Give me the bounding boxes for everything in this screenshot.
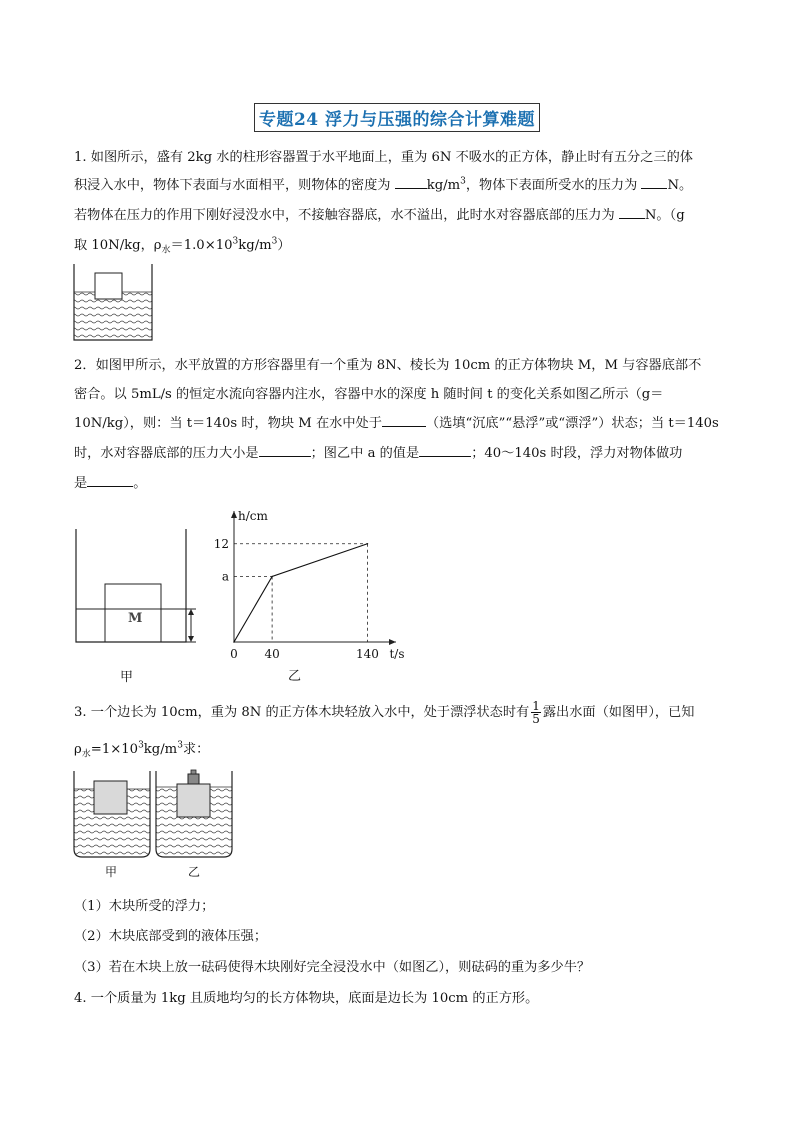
superscript: 3 (232, 236, 239, 247)
q1-text: kg/m (238, 238, 272, 253)
q2-line4 (74, 442, 682, 461)
q2-text: ；40～140s 时段，浮力对物体做功 (471, 446, 683, 461)
q2-text: 是 (74, 476, 88, 491)
q1-line3 (74, 204, 685, 223)
superscript: 3 (177, 740, 183, 751)
q2-line2: 密合。以 5mL/s 的恒定水流向容器内注水，容器中水的深度 h 随时间 t 的变化关系如图乙所示（g＝ (74, 387, 664, 402)
q2-text: 时，水对容器底部的压力大小是 (74, 446, 259, 461)
q1-text: 若物体在压力的作用下刚好浸没水中，不接触容器底，水不溢出，此时水对容器底部的压力为 (74, 208, 615, 223)
fraction-numerator: 1 (532, 699, 540, 713)
q1-line2 (74, 174, 692, 193)
q1-text: N。（g (644, 208, 685, 223)
q1-text: N。 (667, 178, 693, 193)
q2-depth-time-chart (210, 505, 410, 690)
q3-weighted-block-figure (152, 765, 236, 880)
q1-text: 取 10N/kg，ρ (74, 238, 162, 253)
q3-floating-block-figure (70, 765, 154, 880)
q1-text: 积浸入水中，物体下表面与水面相平，则物体的密度为 (74, 178, 391, 193)
answer-blank[interactable] (641, 176, 667, 189)
x-tick-label: 40 (264, 647, 280, 661)
q2-line1: 2．如图甲所示，水平放置的方形容器里有一个重为 8N、棱长为 10cm 的正方体物块 M，M 与容器底部不 (74, 358, 702, 373)
q3-text: =1×10 (90, 742, 139, 757)
y-axis-arrow (231, 511, 237, 518)
answer-blank[interactable] (395, 176, 427, 189)
q3-text: ρ (74, 742, 82, 757)
answer-blank[interactable] (382, 414, 426, 427)
q2-text: （选填“沉底”“悬浮”或“漂浮”）状态；当 t＝140s (425, 416, 719, 431)
q2-text: 10N/kg），则：当 t＝140s 时，物块 M 在水中处于 (74, 416, 382, 431)
x-tick-label: 140 (355, 647, 379, 661)
y-tick-label: 12 (213, 536, 229, 551)
q2-line5 (74, 472, 146, 491)
q4-line1: 4. 一个质量为 1kg 且质地均匀的长方体物块，底面是边长为 10cm 的正方形。 (74, 991, 539, 1006)
q3-sub1: （1）木块所受的浮力； (74, 899, 215, 914)
q3-text: 3. 一个边长为 10cm，重为 8N 的正方体木块轻放入水中，处于漂浮状态时有 (74, 705, 530, 720)
subscript: 水 (81, 749, 91, 760)
y-axis-label: h/cm (238, 509, 268, 523)
answer-blank[interactable] (259, 444, 311, 457)
q3-text: 露出水面（如图甲），已知 (542, 705, 695, 720)
q3-line2 (74, 738, 209, 760)
fraction-one-fifth (531, 700, 541, 725)
q2-text: 。 (133, 476, 147, 491)
fraction-denominator: 5 (532, 712, 540, 726)
answer-blank[interactable] (87, 474, 133, 487)
weight-icon (188, 774, 199, 784)
answer-blank[interactable] (419, 444, 471, 457)
document-title-wrap (0, 103, 794, 132)
block-m-label: M (128, 611, 143, 626)
answer-blank[interactable] (619, 206, 645, 219)
subscript: 水 (161, 245, 171, 256)
x-axis-arrow (389, 639, 396, 645)
unit: kg/m (426, 178, 461, 193)
q3-line1 (74, 700, 695, 725)
q1-line4 (74, 234, 291, 256)
x-axis-label: t/s (389, 647, 405, 661)
q1-text: ＝1.0×10 (170, 238, 233, 253)
q1-container-figure (72, 262, 154, 344)
data-point (233, 641, 235, 643)
superscript: 3 (138, 740, 144, 751)
series-line (234, 544, 367, 642)
superscript: 3 (460, 176, 466, 187)
figure-label-jia: 甲 (105, 865, 118, 879)
q1-text: ，物体下表面所受水的压力为 (465, 178, 638, 193)
document-title: 专题24 浮力与压强的综合计算难题 (254, 103, 540, 132)
data-point (271, 576, 273, 578)
q3-text: 求： (182, 742, 210, 757)
data-point (367, 543, 369, 545)
q3-sub2: （2）木块底部受到的液体压强； (74, 929, 268, 944)
y-tick-label: a (221, 569, 229, 584)
q1-line1: 1. 如图所示，盛有 2kg 水的柱形容器置于水平地面上，重为 6N 不吸水的正方体，静止时有五分之三的体 (74, 150, 693, 165)
q2-line3 (74, 412, 719, 431)
figure-label-yi: 乙 (188, 865, 201, 879)
q2-container-figure (70, 525, 210, 690)
figure-label-jia: 甲 (120, 670, 134, 685)
superscript: 3 (271, 236, 278, 247)
q3-sub3: （3）若在木块上放一砝码使得木块刚好完全浸没水中（如图乙），则砝码的重为多少牛？ (74, 960, 591, 975)
q1-text: ） (277, 238, 291, 253)
figure-label-yi: 乙 (288, 669, 302, 684)
q2-text: ；图乙中 a 的值是 (310, 446, 420, 461)
x-tick-label: 0 (230, 647, 238, 661)
q3-text: kg/m (143, 742, 178, 757)
